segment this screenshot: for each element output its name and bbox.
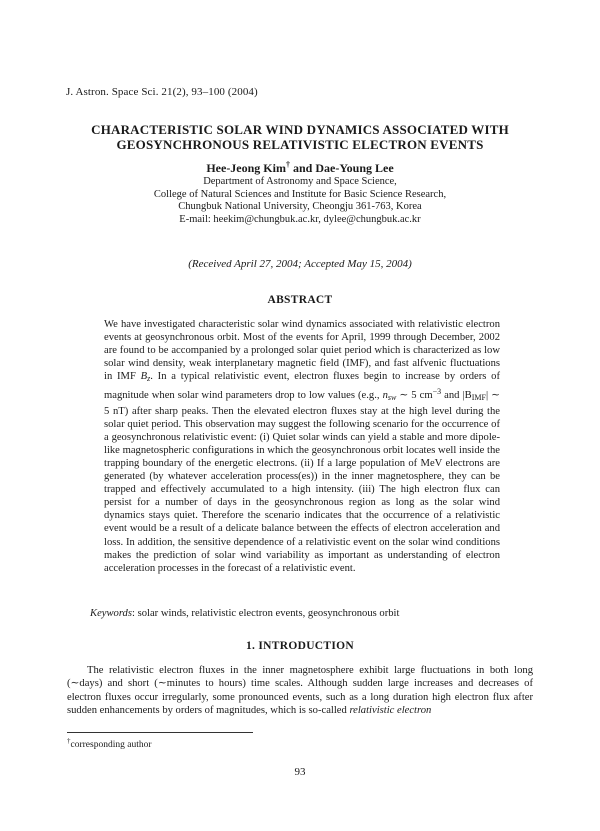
keywords-label: Keywords xyxy=(90,608,132,619)
affiliation-line-3: Chungbuk National University, Cheongju 361-763, Korea xyxy=(178,201,422,212)
abstract-text xyxy=(104,318,500,575)
introduction-paragraph xyxy=(67,664,533,718)
abstract-part: and |B xyxy=(441,390,472,402)
affiliation-line-1: Department of Astronomy and Space Science, xyxy=(203,176,397,187)
title-line-2: GEOSYNCHRONOUS RELATIVISTIC ELECTRON EVENTS xyxy=(116,137,484,152)
abstract-part: | ∼ 5 nT) after sharp peaks. Then the elevated electron fluxes stay at the high level during the solar quiet period. This observation may suggest the following scenario for the occurrence of a geosynchronous relativistic event: (i) Quiet solar winds can yield a stable and more dipole-like magnetospheric configurations in which the geosynchronous orbit locates well inside the trapping boundary of the energetic electrons. (ii) If a large population of MeV electrons are generated (by whatever acceleration process(es)) in the inner magnetosphere, they can be trapped and effectively accumulated to a high intensity. (iii) The high electron flux can persist for a number of days in the geosynchronous region as long as the solar wind dynamics stays quiet. Therefore the scenario indicates that the occurrence of a relativistic event would be a result of a delicate balance between the effects of electron acceleration and loss. In addition, the sensitive dependence of a relativistic event on the solar wind conditions makes the prediction of solar wind variability as important as understanding of electron acceleration processes in the forecast of a relativistic event. xyxy=(104,390,501,574)
paper-title xyxy=(40,122,560,152)
footnote-mark: † xyxy=(67,737,71,745)
page-number: 93 xyxy=(294,766,306,778)
footnote-divider xyxy=(67,732,253,733)
math-n: n xyxy=(382,390,388,402)
abstract-part: ∼ 5 cm xyxy=(396,390,433,402)
author-2: and Dae-Young Lee xyxy=(289,161,394,175)
affiliation-line-2: College of Natural Sciences and Institute for Basic Science Research, xyxy=(153,188,447,200)
intro-text: The relativistic electron fluxes in the inner magnetosphere exhibit large fluctuations in both long (∼days) and short (∼minutes to hours) time scales. Although sudden large increases and decreases of electron fluxes occur irregularly, some pronounced events, such as a long duration high electron flux after sudden enhancements by orders of magnitudes, which is so-called xyxy=(67,665,533,717)
footnote xyxy=(67,737,152,750)
affiliation-email: E-mail: heekim@chungbuk.ac.kr, dylee@chungbuk.ac.kr xyxy=(179,213,421,225)
math-b: B xyxy=(140,371,148,383)
abstract-heading: ABSTRACT xyxy=(267,294,333,306)
corresponding-author-mark: † xyxy=(285,160,290,169)
journal-reference: J. Astron. Space Sci. 21(2), 93–100 (2004) xyxy=(66,86,258,98)
section-heading-introduction: 1. INTRODUCTION xyxy=(245,640,354,652)
affiliation xyxy=(40,176,560,226)
keywords xyxy=(90,608,399,619)
title-line-1: CHARACTERISTIC SOLAR WIND DYNAMICS ASSOCIATED WITH xyxy=(91,122,509,137)
author-list xyxy=(40,160,560,176)
abstract-part: . In a typical relativistic event, electron fluxes begin to increase by orders of magnitude when solar wind parameters drop to low values (e.g., xyxy=(104,371,500,402)
author-1: Hee-Jeong Kim xyxy=(206,161,286,175)
intro-italic-term: relativistic electron xyxy=(349,705,432,717)
math-sub-imf: IMF xyxy=(471,393,486,403)
abstract-part: We have investigated characteristic solar wind dynamics associated with relativistic electron events at geosynchronous orbit. Most of the events for April, 1999 through December, 2002 are found to be accompanied by a prolonged solar quiet period which is characterized as low solar wind density, weak interplanetary magnetic field (IMF), and fast alfvenic fluctuations in IMF xyxy=(104,319,500,383)
received-dates: (Received April 27, 2004; Accepted May 15, 2004) xyxy=(188,258,412,270)
footnote-text: corresponding author xyxy=(70,740,152,751)
keywords-list: : solar winds, relativistic electron events, geosynchronous orbit xyxy=(131,608,400,619)
math-sup-exponent: −3 xyxy=(432,387,442,397)
math-sub-sw: sw xyxy=(387,393,397,403)
math-sub-z: z xyxy=(147,374,151,384)
